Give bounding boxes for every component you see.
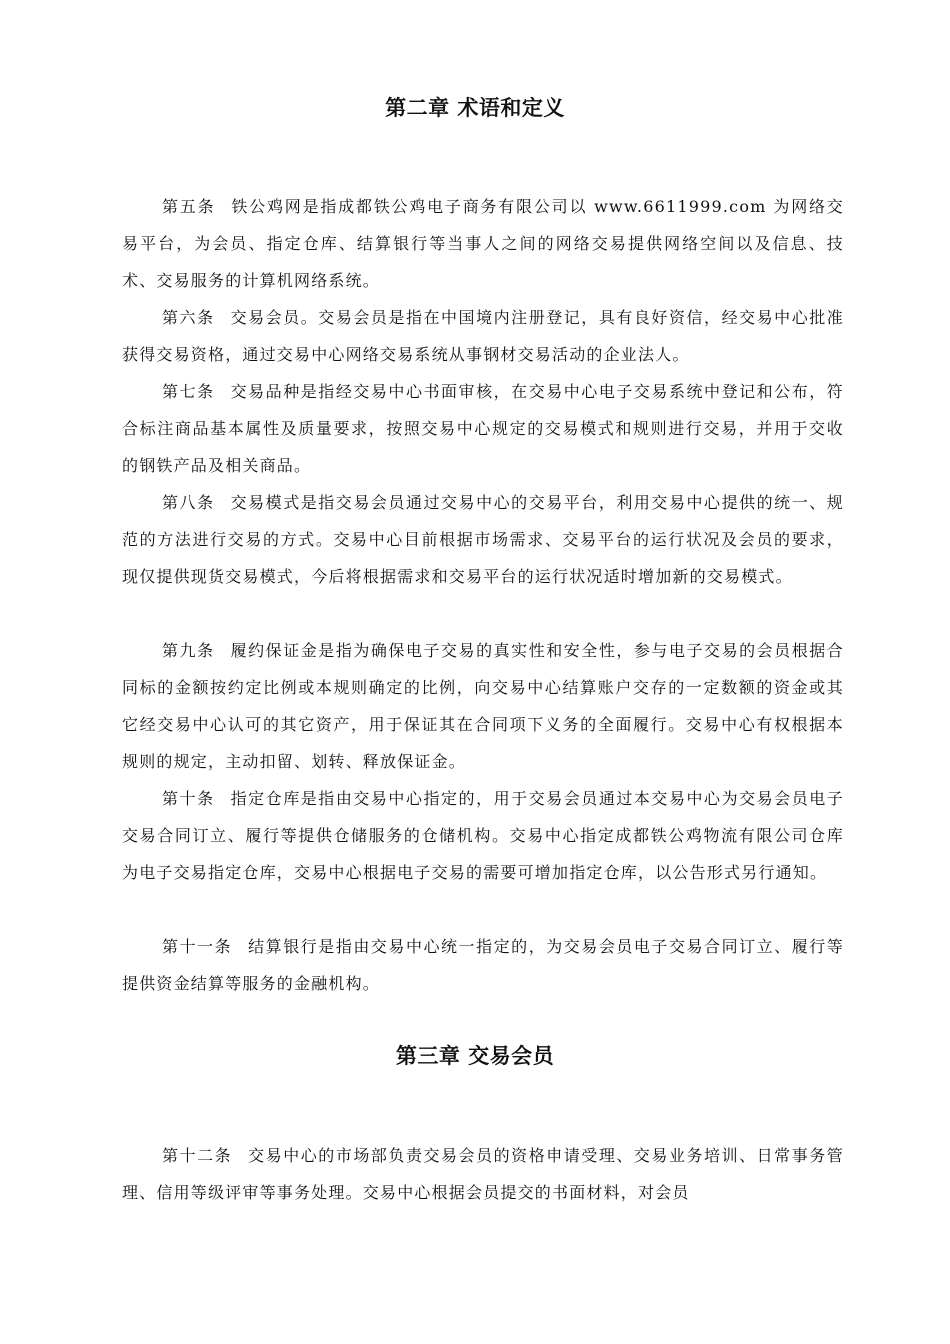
article-7 — [122, 373, 844, 484]
article-text: 指定仓库是指由交易中心指定的，用于交易会员通过本交易中心为交易会员电子交易合同订立、履行等提供仓储服务的仓储机构。交易中心指定成都铁公鸡物流有限公司仓库为电子交易指定仓库，交易中心根据电子交易的需要可增加指定仓库，以公告形式另行通知。 — [122, 789, 844, 882]
chapter-3-title: 第三章 交易会员 — [395, 1044, 555, 1068]
article-6 — [122, 299, 844, 373]
article-5 — [122, 188, 844, 299]
article-number: 第十一条 — [162, 937, 233, 956]
article-number: 第七条 — [162, 382, 215, 401]
article-text: 结算银行是指由交易中心统一指定的，为交易会员电子交易合同订立、履行等提供资金结算等服务的金融机构。 — [122, 937, 844, 993]
article-number: 第八条 — [162, 493, 215, 512]
article-12 — [122, 1137, 844, 1211]
article-number: 第十条 — [162, 789, 215, 808]
article-number: 第九条 — [162, 641, 215, 660]
article-text: 铁公鸡网是指成都铁公鸡电子商务有限公司以 www.6611999.com 为网络交易平台，为会员、指定仓库、结算银行等当事人之间的网络交易提供网络空间以及信息、技术、交易服务的计算机网络系统。 — [122, 197, 844, 290]
article-text: 交易会员。交易会员是指在中国境内注册登记，具有良好资信，经交易中心批准获得交易资格，通过交易中心网络交易系统从事钢材交易活动的企业法人。 — [122, 308, 844, 364]
article-number: 第十二条 — [162, 1146, 233, 1165]
article-text: 交易模式是指交易会员通过交易中心的交易平台，利用交易中心提供的统一、规范的方法进行交易的方式。交易中心目前根据市场需求、交易平台的运行状况及会员的要求，现仅提供现货交易模式，今后将根据需求和交易平台的运行状况适时增加新的交易模式。 — [122, 493, 844, 586]
article-number: 第六条 — [162, 308, 215, 327]
article-10 — [122, 780, 844, 891]
article-8 — [122, 484, 844, 595]
chapter-2-title: 第二章 术语和定义 — [385, 96, 565, 120]
article-text: 履约保证金是指为确保电子交易的真实性和安全性，参与电子交易的会员根据合同标的金额按约定比例或本规则确定的比例，向交易中心结算账户交存的一定数额的资金或其它经交易中心认可的其它资产，用于保证其在合同项下义务的全面履行。交易中心有权根据本规则的规定，主动扣留、划转、释放保证金。 — [122, 641, 844, 771]
article-number: 第五条 — [162, 197, 216, 216]
article-11 — [122, 928, 844, 1002]
article-text: 交易中心的市场部负责交易会员的资格申请受理、交易业务培训、日常事务管理、信用等级评审等事务处理。交易中心根据会员提交的书面材料，对会员 — [122, 1146, 844, 1202]
article-text: 交易品种是指经交易中心书面审核，在交易中心电子交易系统中登记和公布，符合标注商品基本属性及质量要求，按照交易中心规定的交易模式和规则进行交易，并用于交收的钢铁产品及相关商品。 — [122, 382, 844, 475]
article-9 — [122, 632, 844, 780]
